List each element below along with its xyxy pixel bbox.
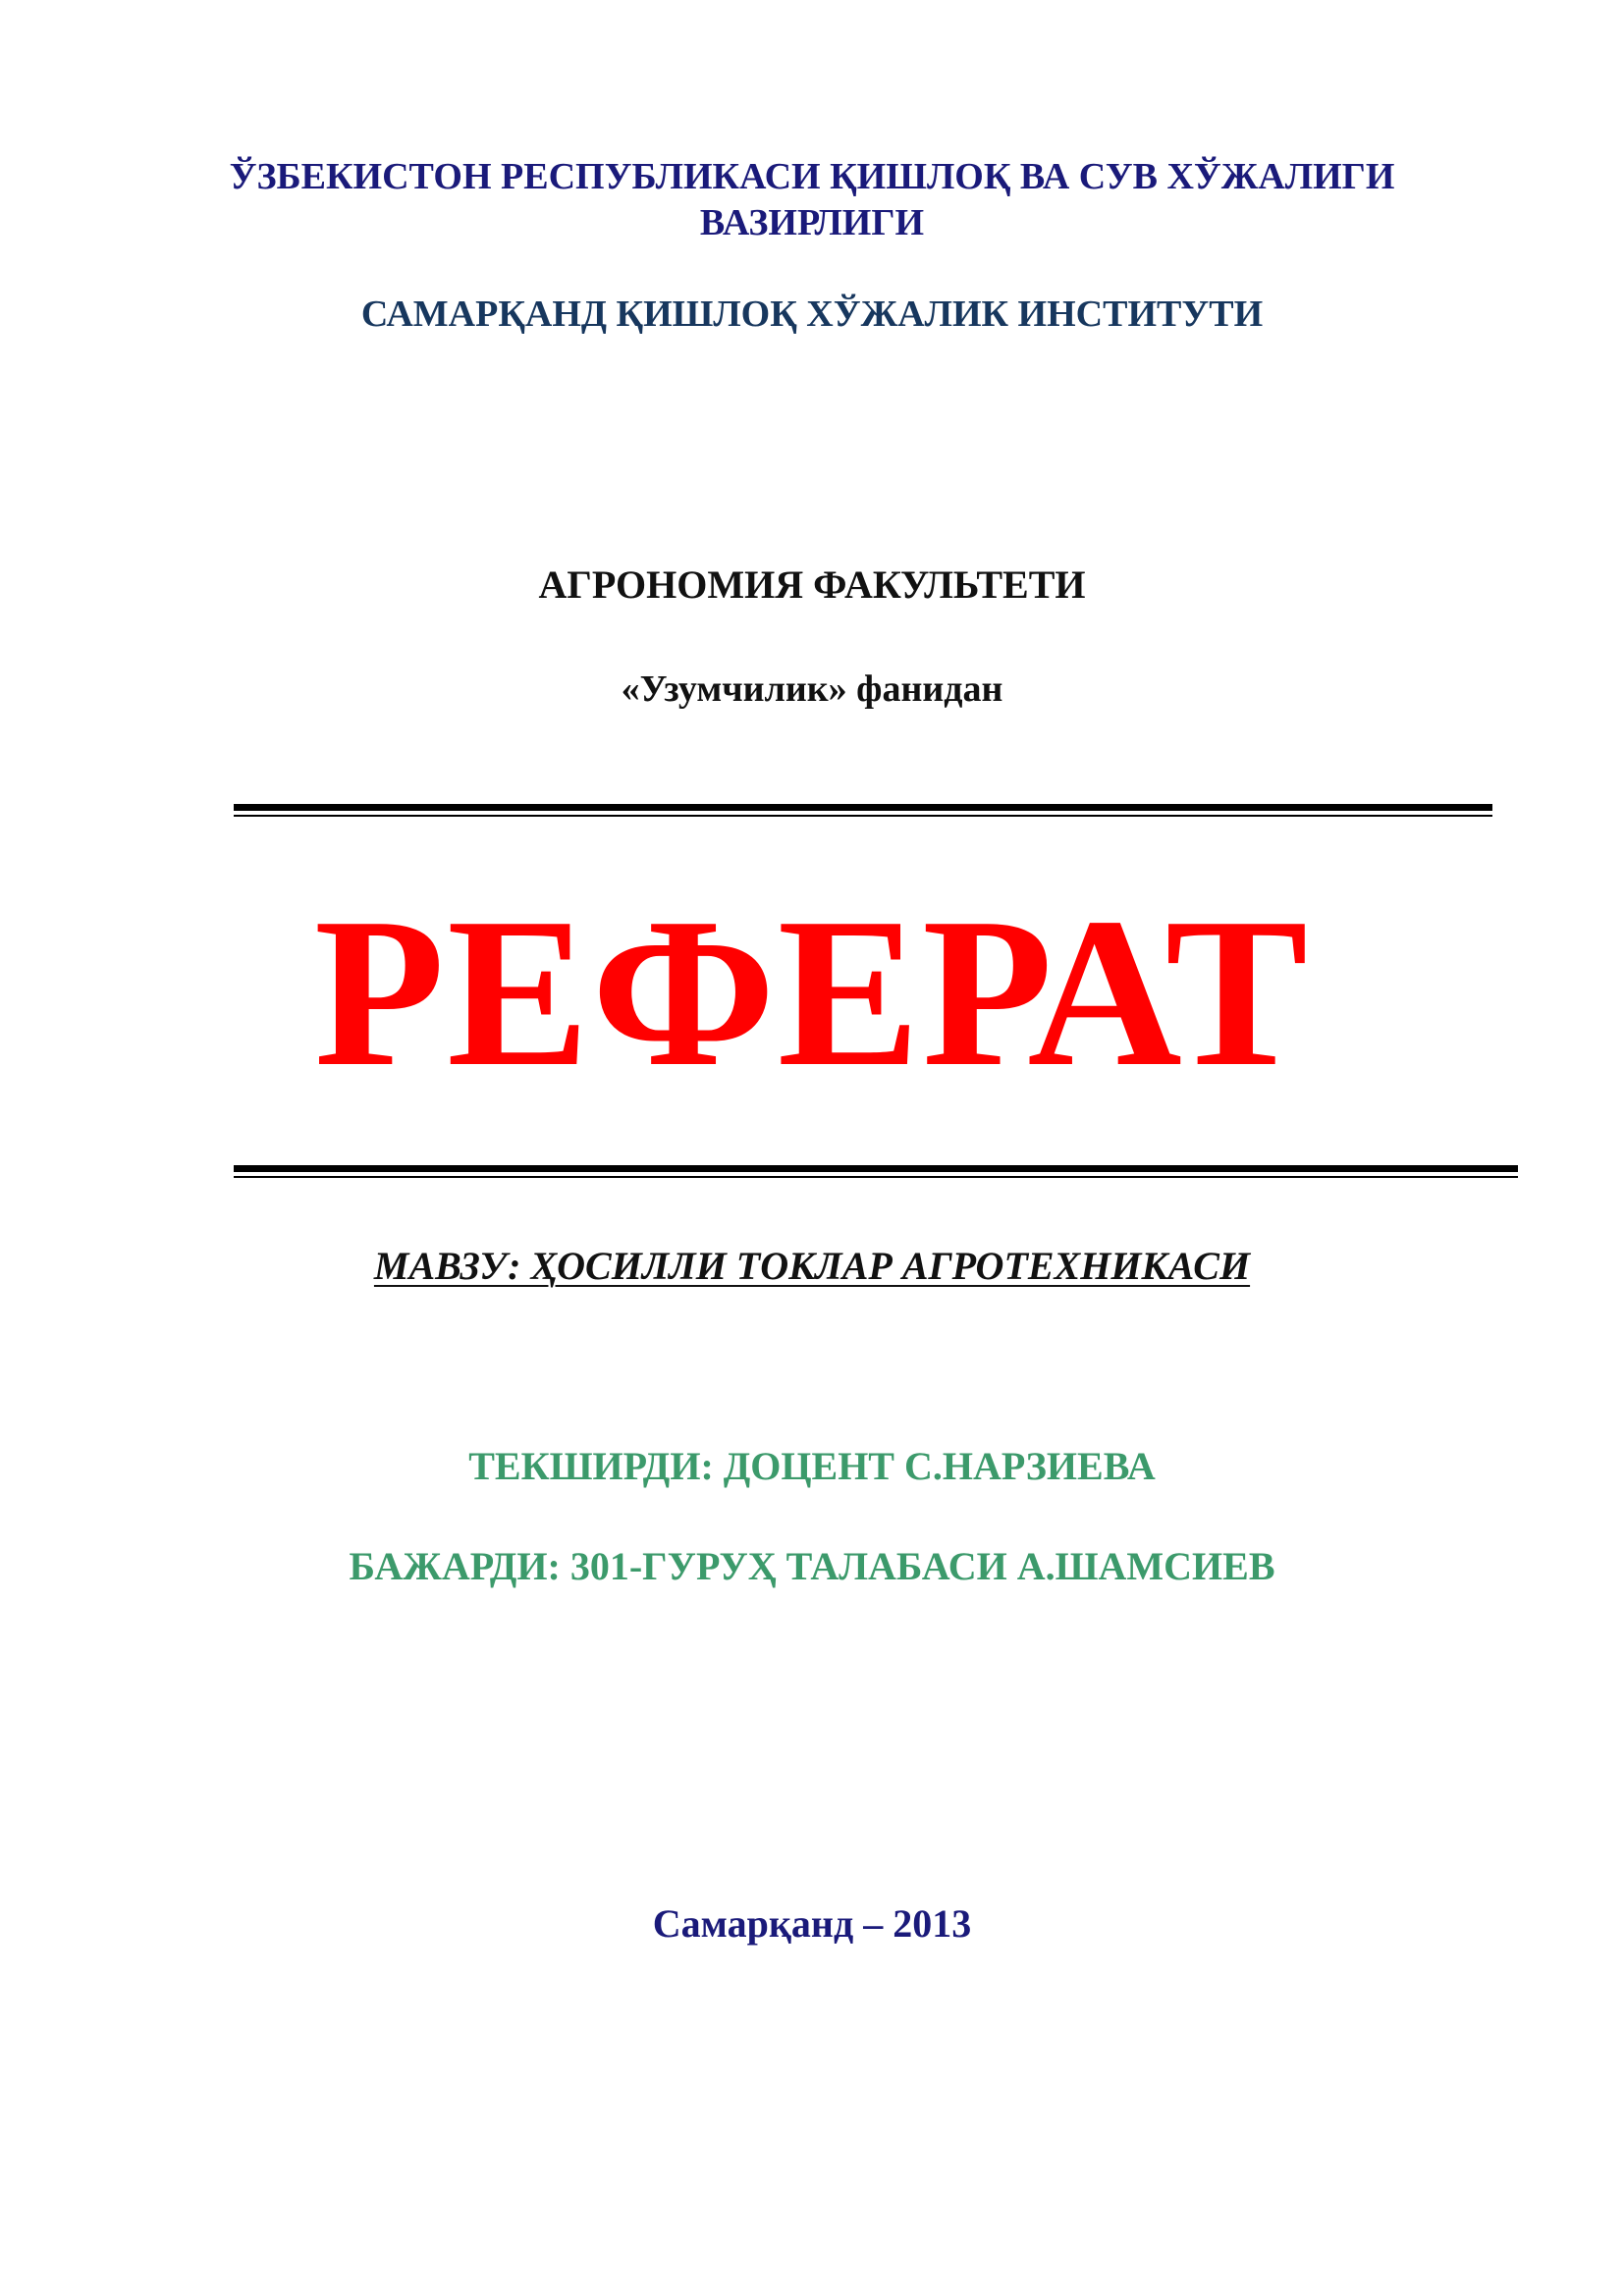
bottom-divider — [234, 1165, 1518, 1172]
document-title: РЕФЕРАТ — [313, 875, 1311, 1111]
institute-name: САМАРҚАНД ҚИШЛОҚ ХЎЖАЛИК ИНСТИТУТИ — [360, 294, 1264, 335]
reviewer-line: ТЕКШИРДИ: ДОЦЕНТ С.НАРЗИЕВА — [468, 1444, 1156, 1488]
ministry-name-line1: ЎЗБЕКИСТОН РЕСПУБЛИКАСИ ҚИШЛОҚ ВА СУВ ХЎЖАЛИГИ — [229, 156, 1395, 197]
place-year: Самарқанд – 2013 — [652, 1901, 972, 1946]
top-divider — [234, 804, 1492, 811]
subject-line: «Узумчилик» фанидан — [621, 668, 1003, 710]
topic-line: МАВЗУ: ҲОСИЛЛИ ТОКЛАР АГРОТЕХНИКАСИ — [373, 1244, 1251, 1288]
faculty-name: АГРОНОМИЯ ФАКУЛЬТЕТИ — [538, 562, 1086, 607]
author-line: БАЖАРДИ: 301-ГУРУҲ ТАЛАБАСИ А.ШАМСИЕВ — [349, 1544, 1275, 1588]
ministry-name-line2: ВАЗИРЛИГИ — [699, 202, 925, 243]
